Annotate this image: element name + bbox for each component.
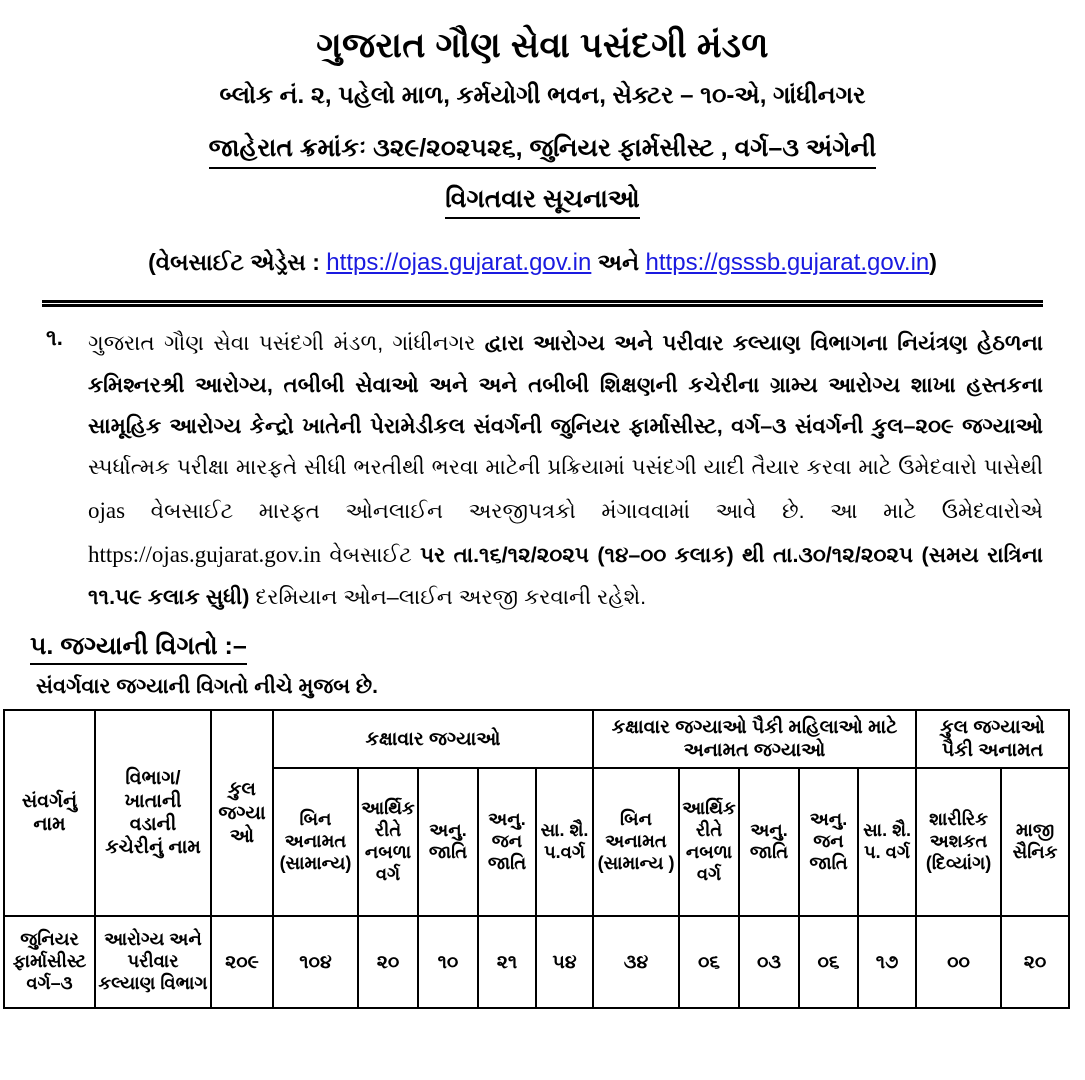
header-cat-unreserved: બિન અનામત (સામાન્ય): [273, 768, 358, 916]
para-segment-7: વેબસાઈટ: [320, 542, 421, 567]
table-row: [4, 916, 1069, 1008]
advertisement-title-line2-text: વિગતવાર સૂચનાઓ: [445, 185, 639, 219]
cell-cadre-name: જુનિયર ફાર્માસીસ્ટ વર્ગ–૩: [4, 916, 95, 1008]
cell-reserved-disability: ૦૦: [916, 916, 1001, 1008]
para-segment-2-bold: દ્વારા આરોગ્ય અને પરીવાર કલ્યાણ વિભાગના નિયંત્રણ હેઠળના કમિશ્નરશ્રી આરોગ્ય, તબીબી સેવાઓ અને અને તબીબી શિક્ષણની કચેરીના ગ્રામ્ય આરોગ્ય શાખા હસ્તકના સામૂહિક આરોગ્ય કેન્દ્રો ખાતેની પેરામેડીકલ સંવર્ગની જુનિયર ફાર્માસીસ્ટ, વર્ગ–૩ સંવર્ગની કુલ–૨૦૯ જગ્યાઓ: [88, 331, 1043, 439]
section-5-heading-text: ૫. જગ્યાની વિગતો :–: [30, 632, 247, 665]
organization-title: ગુજરાત ગૌણ સેવા પસંદગી મંડળ: [316, 26, 769, 65]
para-segment-8-bold-dates: પર તા.૧૬/૧૨/૨૦૨૫ (૧૪–૦૦ કલાક) થી તા.૩૦/૧૨/૨૦૨૫ (સમય રાત્રિના ૧૧.૫૯ કલાક સુધી): [88, 542, 1043, 609]
cell-cat-sc: ૧૦: [418, 916, 478, 1008]
header-group-women-reserved: કક્ષાવાર જગ્યાઓ પૈકી મહિલાઓ માટે અનામત જગ્યાઓ: [593, 710, 916, 768]
cell-department: આરોગ્ય અને પરીવાર કલ્યાણ વિભાગ: [95, 916, 211, 1008]
para-segment-1: ગુજરાત ગૌણ સેવા પસંદગી મંડળ, ગાંધીનગર: [88, 331, 485, 356]
header-cadre-name: સંવર્ગનું નામ: [4, 710, 95, 916]
header-women-st: અનુ. જન જાતિ: [799, 768, 858, 916]
website-prefix-label: (વેબસાઈટ એડ્રેસ :: [148, 249, 327, 276]
gsssb-website-link[interactable]: https://gsssb.gujarat.gov.in: [645, 249, 930, 277]
cell-women-ews: ૦૬: [679, 916, 739, 1008]
cell-reserved-ex-serviceman: ૨૦: [1001, 916, 1069, 1008]
paragraph-text: [88, 323, 1043, 618]
organization-address: બ્લોક નં. ૨, પહેલો માળ, કર્મયોગી ભવન, સેક્ટર – ૧૦-એ, ગાંધીનગર: [219, 82, 866, 110]
header-reserved-disability: શારીરિક અશકત (દિવ્યાંગ): [916, 768, 1001, 916]
advertisement-title-line2: [0, 185, 1085, 219]
header-women-sc: અનુ. જાતિ: [739, 768, 799, 916]
website-address-line: [0, 247, 1085, 278]
posts-table-wrapper: [0, 709, 1085, 1009]
cell-cat-unreserved: ૧૦૪: [273, 916, 358, 1008]
cell-women-sc: ૦૩: [739, 916, 799, 1008]
cell-women-sebc: ૧૭: [858, 916, 916, 1008]
posts-details-table: [3, 709, 1070, 1009]
header-cat-sebc: સા. શૈ. પ.વર્ગ: [536, 768, 593, 916]
header-women-ews: આર્થિક રીતે નબળા વર્ગ: [679, 768, 739, 916]
header-divider-rule: [42, 300, 1043, 307]
header-women-unreserved: બિન અનામત (સામાન્ય ): [593, 768, 679, 916]
cell-total-posts: ૨૦૯: [211, 916, 273, 1008]
advertisement-title-line1-text: જાહેરાત ક્રમાંકઃ ૩૨૯/૨૦૨૫૨૬, જુનિયર ફાર્મસીસ્ટ , વર્ગ–૩ અંગેની: [209, 133, 877, 169]
section-5-heading: [0, 632, 1085, 665]
paragraph-number: ૧.: [46, 325, 63, 351]
header-women-sebc: સા. શૈ. પ. વર્ગ: [858, 768, 916, 916]
advertisement-title-line1: [0, 133, 1085, 169]
cell-women-unreserved: ૩૪: [593, 916, 679, 1008]
cell-cat-st: ૨૧: [478, 916, 536, 1008]
header-cat-ews: આર્થિક રીતે નબળા વર્ગ: [358, 768, 418, 916]
header-cat-st: અનુ. જન જાતિ: [478, 768, 536, 916]
instruction-paragraph-1: [0, 323, 1085, 618]
website-suffix-label: ): [929, 249, 937, 276]
header-group-category-wise: કક્ષાવાર જગ્યાઓ: [273, 710, 593, 768]
ojas-website-link[interactable]: https://ojas.gujarat.gov.in: [326, 249, 592, 277]
para-segment-9: દરમિયાન ઓન–લાઈન અરજી કરવાની રહેશે.: [255, 584, 647, 609]
header-group-total-reserved: કુલ જગ્યાઓ પૈકી અનામત: [916, 710, 1069, 768]
cell-cat-ews: ૨૦: [358, 916, 418, 1008]
website-join-label: અને: [591, 249, 646, 276]
table-header-row-groups: [4, 710, 1069, 768]
cell-cat-sebc: ૫૪: [536, 916, 593, 1008]
section-5-subheading: સંવર્ગવાર જગ્યાની વિગતો નીચે મુજબ છે.: [36, 675, 379, 699]
para-ojas-url: https://ojas.gujarat.gov.in: [88, 541, 321, 567]
header-cat-sc: અનુ. જાતિ: [418, 768, 478, 916]
cell-women-st: ૦૬: [799, 916, 858, 1008]
header-total-posts: કુલ જગ્યાઓ: [211, 710, 273, 916]
para-segment-3: સ્પર્ધાત્મક પરીક્ષા મારફતે સીધી ભરતીથી ભરવા માટેની પ્રક્રિયામાં પસંદગી યાદી તૈયાર કરવા માટે ઉમેદવારો પાસેથી: [88, 455, 1043, 480]
para-ojas-keyword: ojas: [88, 497, 126, 523]
header-reserved-ex-serviceman: માજી સૈનિક: [1001, 768, 1069, 916]
header-department: વિભાગ/ ખાતાની વડાની કચેરીનું નામ: [95, 710, 211, 916]
para-segment-5: વેબસાઈટ મારફત ઓનલાઈન અરજીપત્રકો મંગાવવામાં આવે છે. આ માટે ઉમેદવારોએ: [125, 498, 1043, 523]
document-header: [0, 0, 1085, 307]
